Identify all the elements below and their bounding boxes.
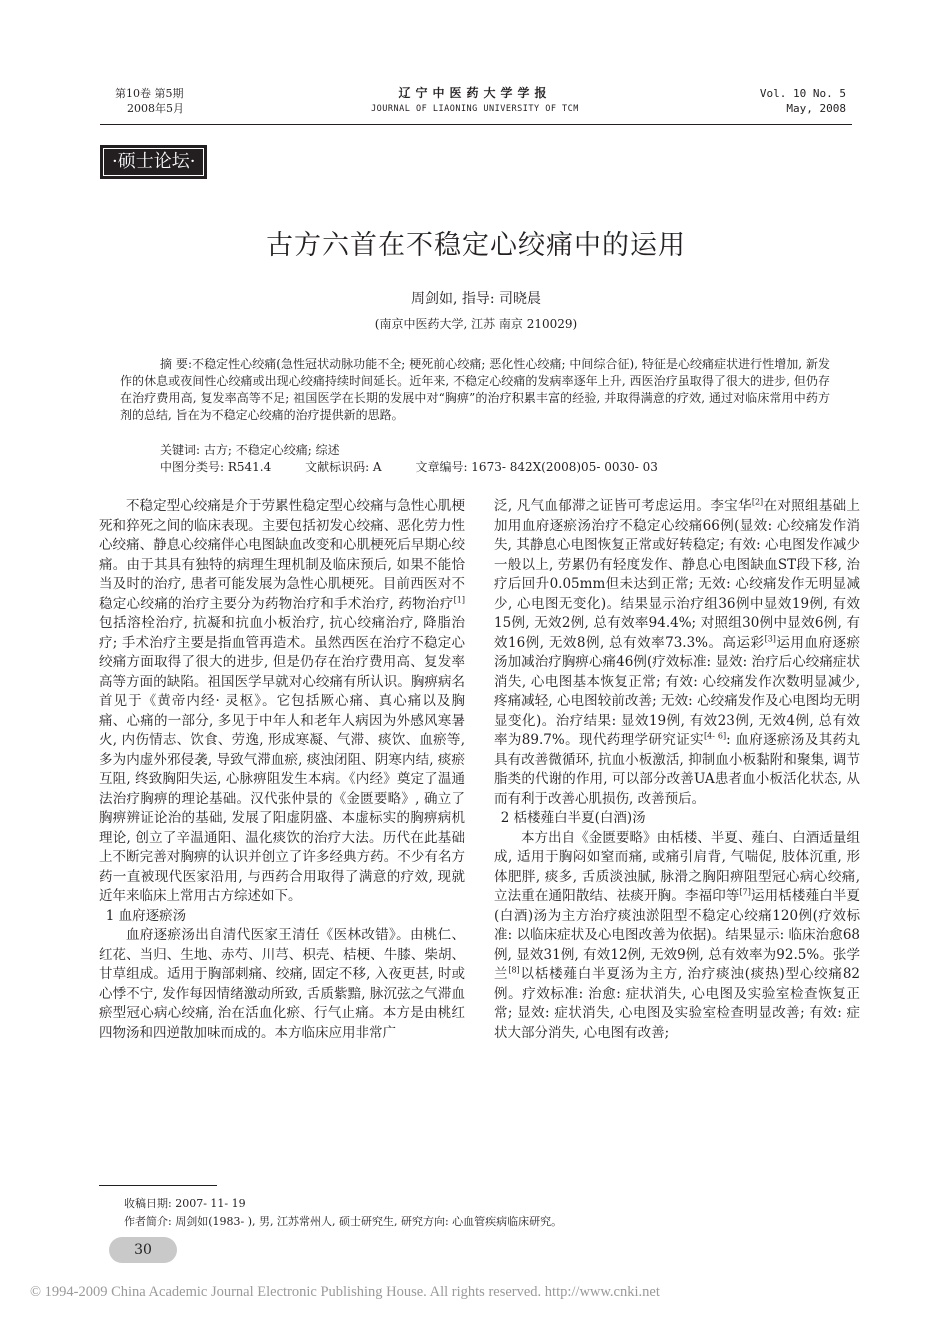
header-rule <box>100 124 852 125</box>
citation-3: [3] <box>764 634 776 643</box>
paragraph-xuefu: 血府逐瘀汤出自清代医家王清任《医林改错》。由桃仁、红花、当归、生地、赤芍、川芎、枳壳、桔梗、牛膝、柴胡、甘草组成。适用于胸部刺痛、绞痛, 固定不移, 入夜更甚, 时或心悸不宁, 发作每因情绪激动所致, 舌质紫黯, 脉沉弦之气滞血瘀型冠心病心绞痛, 治在活血化瘀、行气止痛。本方是由桃红四物汤和四逆散加味而成的。本方临床应用非常广 <box>99 927 465 1041</box>
copyright-line: © 1994-2009 China Academic Journal Electronic Publishing House. All rights reserved. http://www.cnki.net <box>30 1284 660 1300</box>
issue-date-en: May, 2008 <box>786 102 846 115</box>
footnote-author-bio: 作者简介: 周剑如(1983- ), 男, 江苏常州人, 硕士研究生, 研究方向: 心血管疾病临床研究。 <box>124 1215 563 1228</box>
article-title: 古方六首在不稳定心绞痛中的运用 <box>266 230 686 261</box>
article-number: 文章编号: 1673- 842X(2008)05- 0030- 03 <box>415 460 658 474</box>
running-header-right <box>700 86 846 116</box>
article-authors: 周剑如, 指导: 司晓晨 <box>410 291 542 307</box>
footnote-rule <box>99 1185 217 1186</box>
document-code: 文献标识码: A <box>305 460 382 474</box>
abstract-text: 不稳定性心绞痛(急性冠状动脉功能不全; 梗死前心绞痛; 恶化性心绞痛; 中间综合征), 特征是心绞痛症状进行性增加, 新发作的休息或夜间性心绞痛或出现心绞痛持续时间延长。近年来, 不稳定心绞痛的发病率逐年上升, 西医治疗虽取得了很大的进步, 但仍存在治疗费用高, 复发率高等不足; 祖国医学在长期的发展中对“胸痹”的治疗积累丰富的经验, 并取得满意的疗效, 通过对临床常用中药方剂的总结, 旨在为不稳定心绞痛的治疗提供新的思路。 <box>120 357 831 422</box>
paragraph-intro: 不稳定型心绞痛是介于劳累性稳定型心绞痛与急性心肌梗死和猝死之间的临床表现。主要包括初发心绞痛、恶化劳力性心绞痛、静息心绞痛伴心电图缺血改变和心肌梗死后早期心绞痛。由于其具有独特的病理生理机制及临床预后, 如果不能恰当及时的治疗, 患者可能发展为急性心肌梗死。目前西医对不稳定心绞痛的治疗主要分为药物治疗和手术治疗, 药物治疗[1]包括溶栓治疗, 抗凝和抗血小板治疗, 抗心绞痛治疗, 降脂治疗; 手术治疗主要是指血管再造术。虽然西医在治疗不稳定心绞痛方面取得了很大的进步, 但是仍存在治疗费用高、复发率高等方面的缺陷。祖国医学早就对心绞痛有所认识。胸痹病名首见于《黄帝内经· 灵枢》。它包括厥心痛、真心痛以及胸痛、心痛的一部分, 多见于中年人和老年人病因为外感风寒暑火, 内伤情志、饮食、劳逸, 形成寒凝、气滞、痰饮、血瘀等, 多为内虚外邪侵袭, 导致气滞血瘀, 痰浊闭阻、阴寒内结, 痰瘀互阻, 终致胸阳失运, 心脉痹阻发生本病。《内经》奠定了温通法治疗胸痹的理论基础。汉代张仲景的《金匮要略》, 确立了胸痹辨证论治的基础, 发展了阳虚阴盛、本虚标实的胸痹病机理论, 创立了辛温通阳、温化痰饮的治疗大法。历代在此基础上不断完善对胸痹的认识并创立了许多经典方药。不少有名方药一直被现代医家沿用, 与西药合用取得了满意的疗效, 现就近年来临床上常用古方综述如下。 <box>99 498 465 904</box>
abstract <box>120 356 830 424</box>
section-heading-1: 1 血府逐瘀汤 <box>105 907 187 924</box>
body-column-right <box>494 497 860 1043</box>
running-header-left <box>115 86 184 116</box>
section-heading-2: 2 栝楼薤白半夏(白酒)汤 <box>500 810 646 826</box>
citation-2: [2] <box>751 497 764 507</box>
paragraph-xuefu-cont: 泛, 凡气血郁滞之证皆可考虑运用。李宝华[2]在对照组基础上加用血府逐瘀汤治疗不稳定心绞痛66例(显效: 心绞痛发作消失, 其静息心电图恢复正常或好转稳定; 有效: 心电图发作减少一般以上, 劳累仍有轻度发作、静息心电图缺血ST段下移, 治疗后回升0.05mm但未达到正常; 无效: 心绞痛发作无明显减少, 心电图无变化)。结果显示治疗组36例中显效19例, 有效15例, 无效2例, 总有效率94.4%; 对照组30例中显效6例, 有效16例, 无效8例, 总有效率73.3%。高运彩[3]运用血府逐瘀汤加减治疗胸痹心痛46例(疗效标准: 显效: 治疗后心绞痛症状消失, 心电图基本恢复正常; 有效: 心绞痛发作次数明显减少, 疼痛减轻, 心电图较前改善; 无效: 心绞痛发作及心电图均无明显变化)。治疗结果: 显效19例, 有效23例, 无效4例, 总有效率为89.7%。现代药理学研究证实[4- 6]: 血府逐瘀汤及其药丸具有改善微循环, 抗血小板激活, 抑制血小板黏附和聚集, 调节脂类的代谢的作用, 可以部分改善UA患者血小板活化状态, 从而有利于改善心肌损伤, 改善预后。 <box>494 497 861 807</box>
citation-1: [1] <box>453 595 465 604</box>
journal-name-cn: 辽宁中医药大学学报 <box>398 86 552 100</box>
paragraph-gualou: 本方出自《金匮要略》由栝楼、半夏、薤白、白酒适量组成, 适用于胸闷如窒而痛, 或痛引肩背, 气喘促, 肢体沉重, 形体肥胖, 痰多, 舌质淡浊腻, 脉滑之胸阳痹阻型冠心病心绞痛, 立法重在通阳散结、祛痰开胸。李福印等[7]运用栝楼薤白半夏(白酒)汤为主方治疗痰浊淤阻型不稳定心绞痛120例(疗效标准: 以临床症状及心电图改善为依据)。结果显示: 临床治愈68例, 显效31例, 有效12例, 无效9例, 总有效率为92.5%。张学兰[8]以栝楼薤白半夏汤为主方, 治疗痰浊(痰热)型心绞痛82例。疗效标准: 治愈: 症状消失, 心电图及实验室检查恢复正常; 显效: 症状消失, 心电图及实验室检查明显改善; 有效: 症状大部分消失, 心电图有改善; <box>494 829 861 1041</box>
citation-8: [8] <box>508 965 520 975</box>
journal-name-en: JOURNAL OF LIAONING UNIVERSITY OF TCM <box>371 104 579 114</box>
body-column-left <box>99 497 465 1043</box>
volume-issue: 第10卷 第5期 <box>115 87 184 100</box>
citation-7: [7] <box>739 887 751 897</box>
keywords: 关键词: 古方; 不稳定心绞痛; 综述 <box>160 443 340 457</box>
citation-4-6: [4- 6] <box>704 731 727 741</box>
volume-en: Vol. 10 No. 5 <box>759 87 846 100</box>
classification-line <box>160 459 688 476</box>
running-header-journal <box>300 84 650 114</box>
section-tag: ·硕士论坛· <box>100 145 207 179</box>
footnote-received: 收稿日期: 2007- 11- 19 <box>124 1197 246 1210</box>
issue-date-cn: 2008年5月 <box>127 102 184 115</box>
article-affiliation: (南京中医药大学, 江苏 南京 210029) <box>374 317 578 331</box>
clc-number: 中图分类号: R541.4 <box>160 460 272 474</box>
page-number: 30 <box>109 1237 177 1263</box>
abstract-label: 摘 要: <box>160 357 192 371</box>
